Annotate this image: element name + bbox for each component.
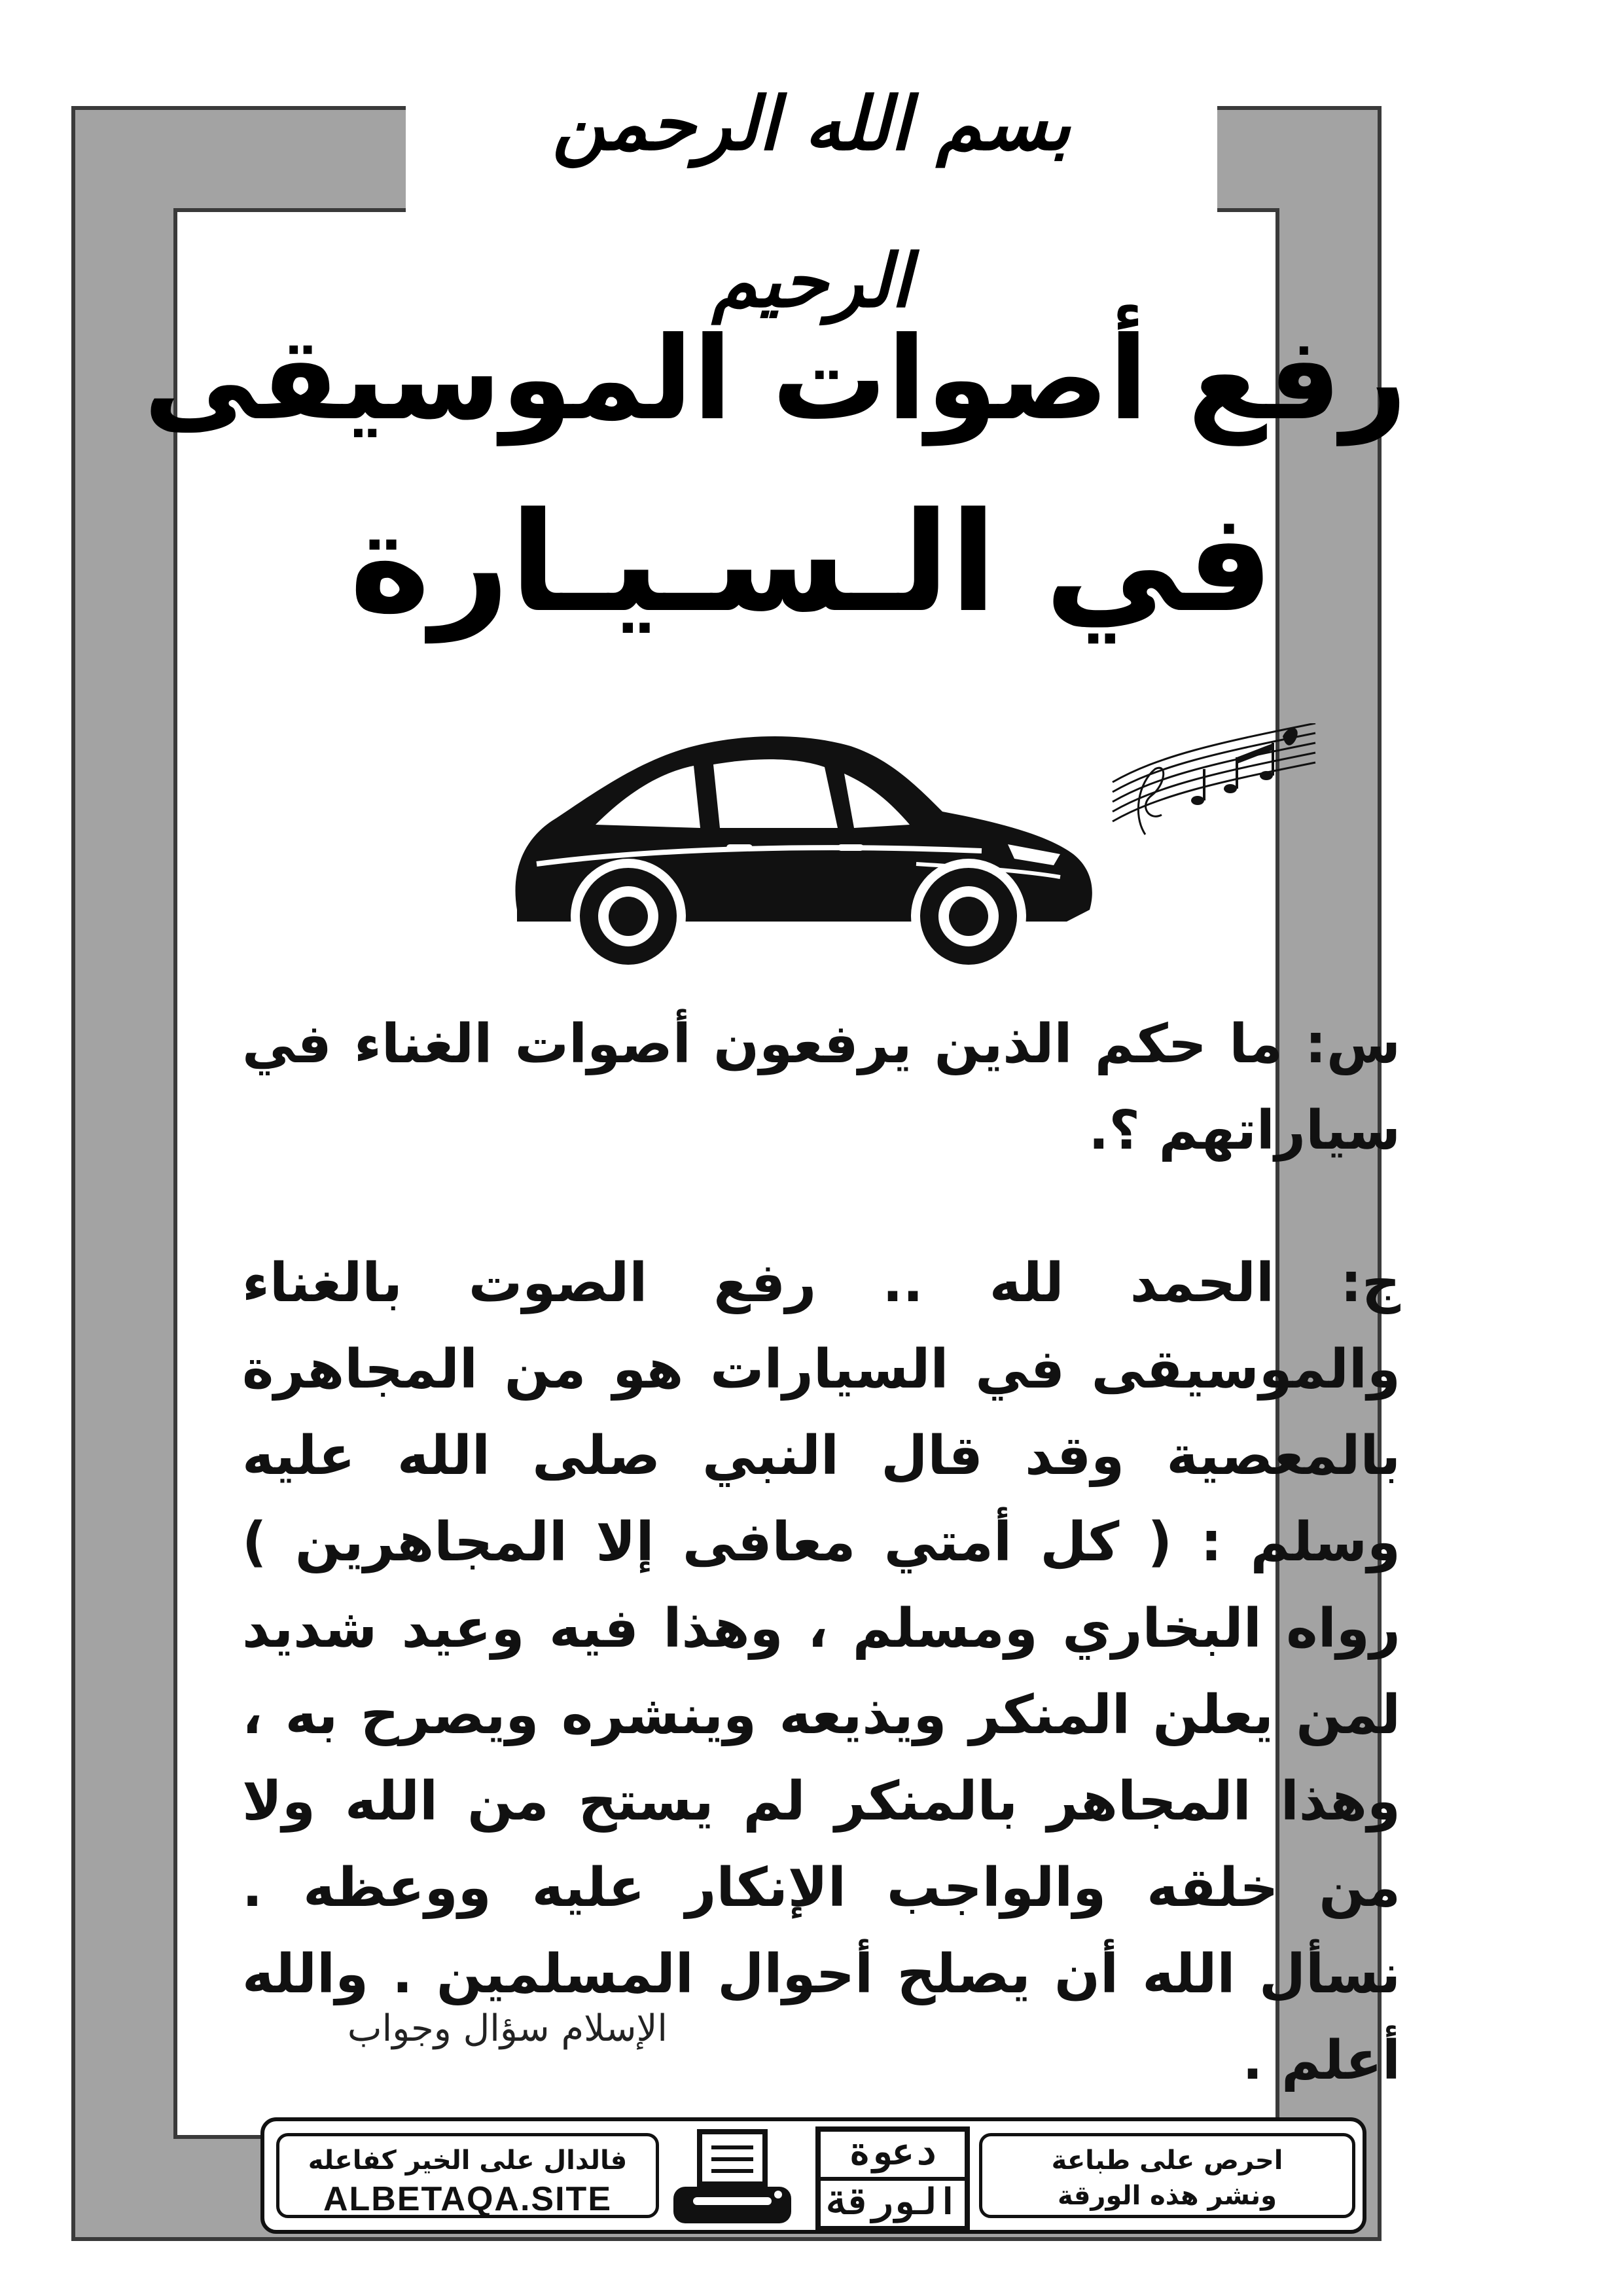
page-title-line1: رفع أصوات الموسيقى [143, 313, 1407, 446]
answer-text: ج: الحمد لله .. رفع الصوت بالغناء والموسيقى في السيارات هو من المجاهرة بالمعصية وقد قال النبي صلى الله عليه وسلم : ( كل أمتي معافى إلا المجاهرين ) رواه البخاري ومسلم ، وهذا فيه وعيد شديد لمن يعلن المنكر ويذيعه وينشره ويصرح به ، وهذا المجاهر بالمنكر لم يستح من الله ولا من خلقه والواجب الإنكار عليه ووعظه . نسأل الله أن يصلح أحوال المسلمين . والله أعلم . [242, 1252, 1400, 2092]
footer-banner [260, 2117, 1366, 2234]
music-notes-icon [1106, 723, 1322, 854]
site-url[interactable]: ALBETAQA.SITE [323, 2180, 613, 2218]
dawah-logo [814, 2125, 971, 2233]
source-credit: الإسلام سؤال وجواب [347, 2007, 668, 2050]
print-reminder-line1: احرص على طباعة [1051, 2145, 1283, 2176]
print-reminder-line2: ونشر هذه الورقة [1057, 2181, 1277, 2211]
logo-word-2: الورقة [826, 2181, 959, 2223]
car-icon [497, 713, 1126, 975]
motto-text: فالدال على الخير كفاعله [308, 2145, 628, 2176]
site-box [276, 2133, 659, 2218]
question-text: س: ما حكم الذين يرفعون أصوات الغناء في سياراتهم ؟. [242, 1013, 1400, 1162]
print-reminder-box [979, 2133, 1355, 2218]
basmala-calligraphy: بسم الله الرحمن الرحيم [552, 81, 1071, 324]
logo-word-1: دعوة [848, 2131, 937, 2174]
page-title-line2: في الـسـيـارة [349, 482, 1274, 643]
printer-icon [667, 2126, 798, 2231]
